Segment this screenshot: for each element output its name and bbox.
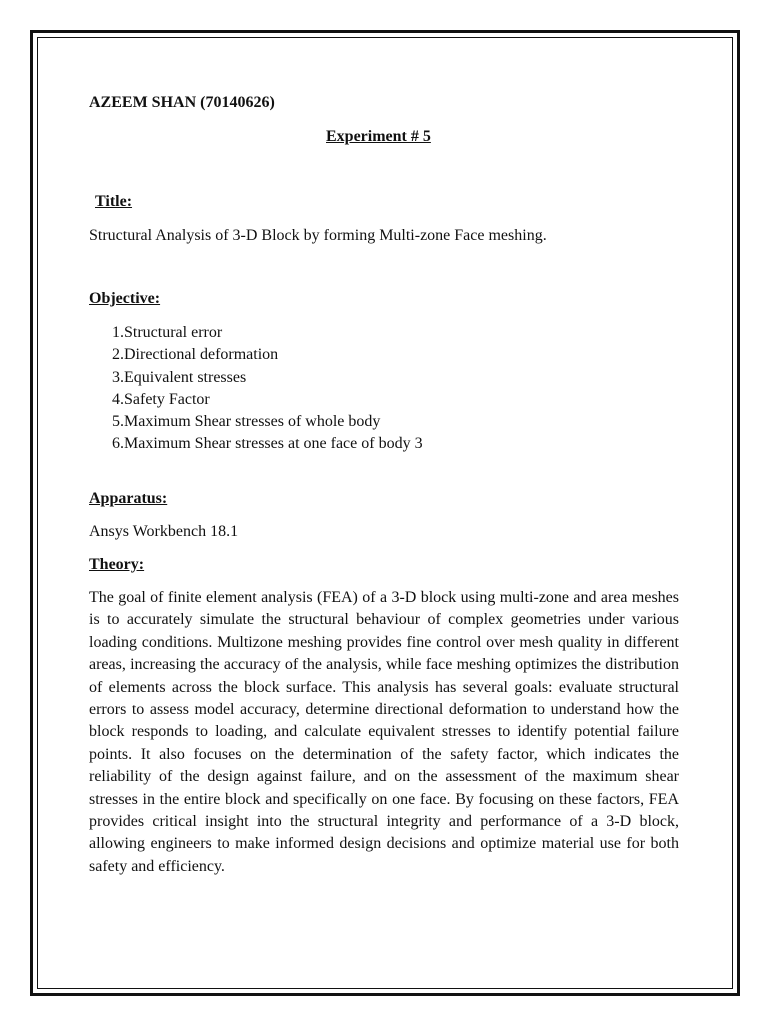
experiment-title: Experiment # 5 [326,128,431,145]
apparatus-heading: Apparatus: [89,490,168,507]
title-heading: Title: [95,193,133,210]
objective-item: 6.Maximum Shear stresses at one face of body 3 [112,435,423,453]
objective-item: 2.Directional deformation [112,346,279,364]
objective-item: 5.Maximum Shear stresses of whole body [112,413,381,431]
objective-item: 1.Structural error [112,324,223,341]
theory-heading: Theory: [89,556,145,573]
objective-heading: Objective: [89,290,161,307]
objective-item: 3.Equivalent stresses [112,368,247,386]
theory-paragraph: The goal of finite element analysis (FEA) of a 3-D block using multi-zone and area meshes is to accurately simulate the structural behaviour of complex geometries under various loading conditions. Multizone meshing provides fine control over mesh quality in different areas, increasing the accuracy of the analysis, while face meshing optimizes the distribution of elements across the block surface. This analysis has several goals: evaluate structural errors to assess model accuracy, determine directional deformation to understand how the block responds to loading, and calculate equivalent stresses to identify potential failure points. It also focuses on the determination of the safety factor, which indicates the reliability of the design against failure, and on the assessment of the maximum shear stresses in the entire block and specifically on one face. By focusing on these factors, FEA provides critical insight into the structural integrity and performance of a 3-D block, allowing engineers to make informed design decisions and optimize material use for both safety and efficiency. [89,589,679,875]
title-text: Structural Analysis of 3-D Block by forming Multi-zone Face meshing. [89,227,547,244]
objective-list [112,322,423,456]
author-line: AZEEM SHAN (70140626) [89,94,275,111]
objective-item: 4.Safety Factor [112,390,210,408]
apparatus-text: Ansys Workbench 18.1 [89,523,239,540]
